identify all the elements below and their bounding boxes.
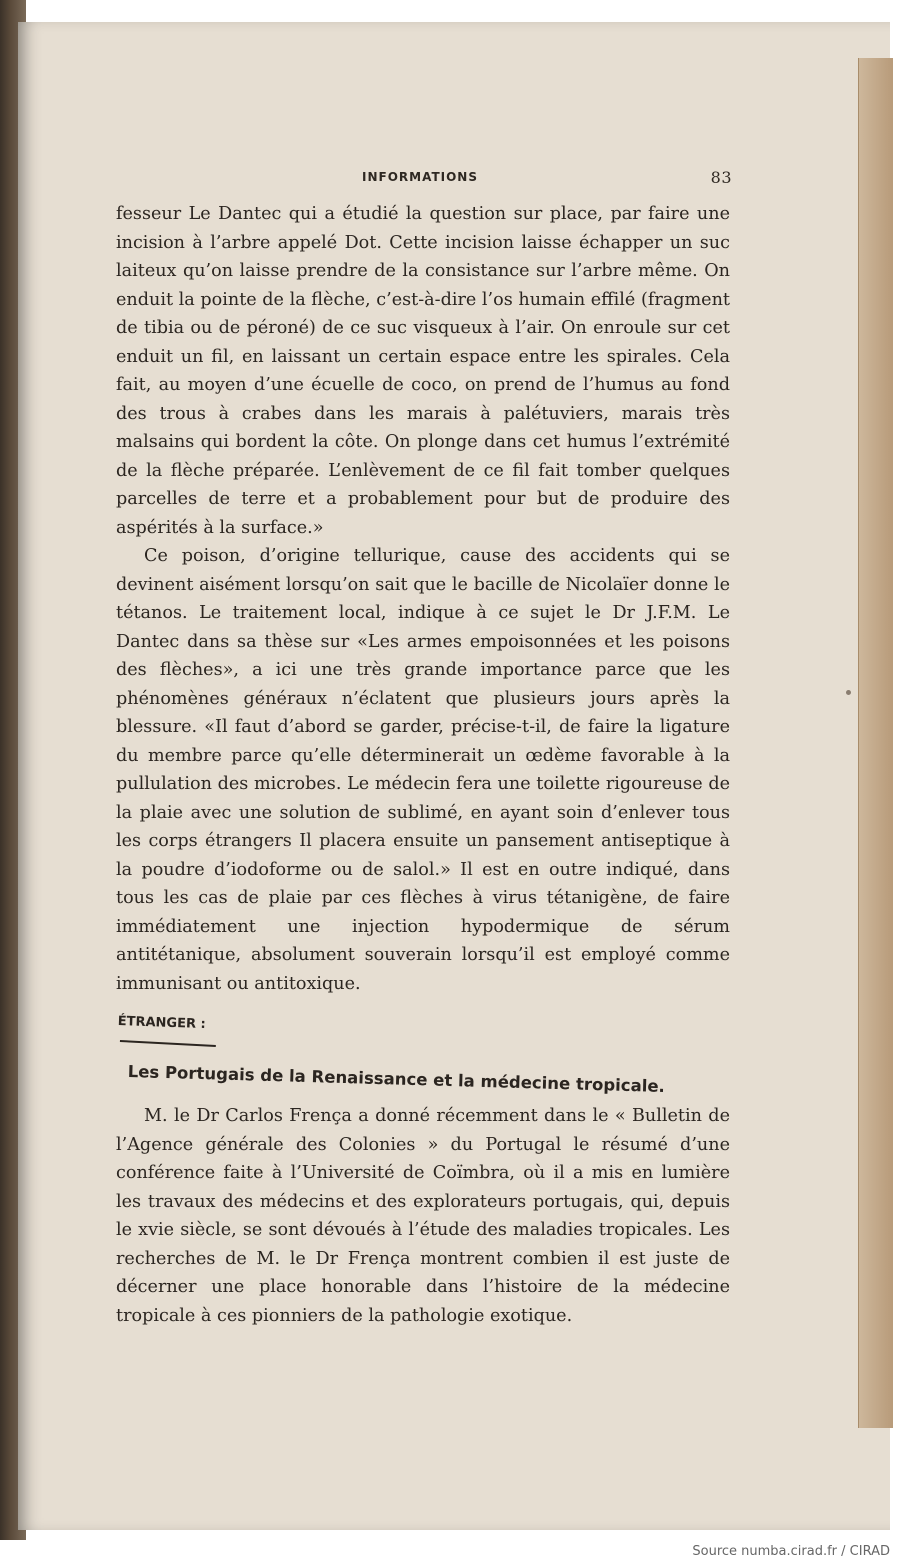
source-footer [0, 1540, 900, 1566]
continued-text [116, 200, 730, 998]
page-stack-edge [858, 58, 893, 1428]
paragraph-continued: fesseur Le Dantec qui a étudié la question sur place, par faire une incision à l’arbre appelé Dot. Cette incision laisse échapper un suc laiteux qu’on laisse prendre de la consistance sur l’arbre même. On enduit la pointe de la flèche, c’est-à-dire l’os humain effilé (fragment de tibia ou de péroné) de ce suc visqueux à l’air. On enroule sur cet enduit un fil, en laissant un certain espace entre les spirales. Cela fait, au moyen d’une écuelle de coco, on prend de l’humus au fond des trous à crabes dans les marais à palétuviers, marais très malsains qui bordent la côte. On plonge dans cet humus l’extrémité de la flèche préparée. L’enlèvement de ce fil fait tomber quelques parcelles de terre et a probablement pour but de produire des aspérités à la surface.» [116, 204, 730, 538]
source-credit: Source numba.cirad.fr / CIRAD [692, 1544, 890, 1559]
article-title: Les Portugais de la Renaissance et la médecine tropicale. [127, 1062, 666, 1096]
running-title: INFORMATIONS [362, 170, 478, 184]
article-paragraph: M. le Dr Carlos Frença a donné récemment dans le « Bulletin de l’Agence générale des Colonies » du Portugal le résumé d’une conférence faite à l’Université de Coïmbra, où il a mis en lumière les travaux des médecins et des explorateurs portugais, qui, depuis le xvie siècle, se sont dévoués à l’étude des maladies tropicales. Les recherches de M. le Dr Frença montrent combien il est juste de décerner une place honorable dans l’histoire de la médecine tropicale à ces pionniers de la pathologie exotique. [116, 1106, 730, 1326]
article-body [116, 1102, 730, 1330]
paper-speck [846, 690, 851, 695]
section-heading-etranger: ÉTRANGER : [117, 1014, 206, 1033]
running-head [108, 170, 732, 194]
paragraph-poison: Ce poison, d’origine tellurique, cause des accidents qui se devinent aisément lorsqu’on sait que le bacille de Nicolaïer donne le tétanos. Le traitement local, indique à ce sujet le Dr J.F.M. Le Dantec dans sa thèse sur «Les armes empoisonnées et les poisons des flèches», a ici une très grande importance parce que les phénomènes généraux n’éclatent que plusieurs jours après la blessure. «Il faut d’abord se garder, précise-t-il, de faire la ligature du membre parce qu’elle déterminerait un œdème favorable à la pullulation des microbes. Le médecin fera une toilette rigoureuse de la plaie avec une solution de sublimé, en ayant soin d’enlever tous les corps étrangers Il placera ensuite un pansement antiseptique à la poudre d’iodoforme ou de salol.» Il est en outre indiqué, dans tous les cas de plaie par ces flèches à virus tétanigène, de faire immédiatement une injection hypodermique de sérum antitétanique, absolument souverain lorsqu’il est employé comme immunisant ou antitoxique. [116, 546, 730, 994]
page-number: 83 [710, 168, 732, 187]
